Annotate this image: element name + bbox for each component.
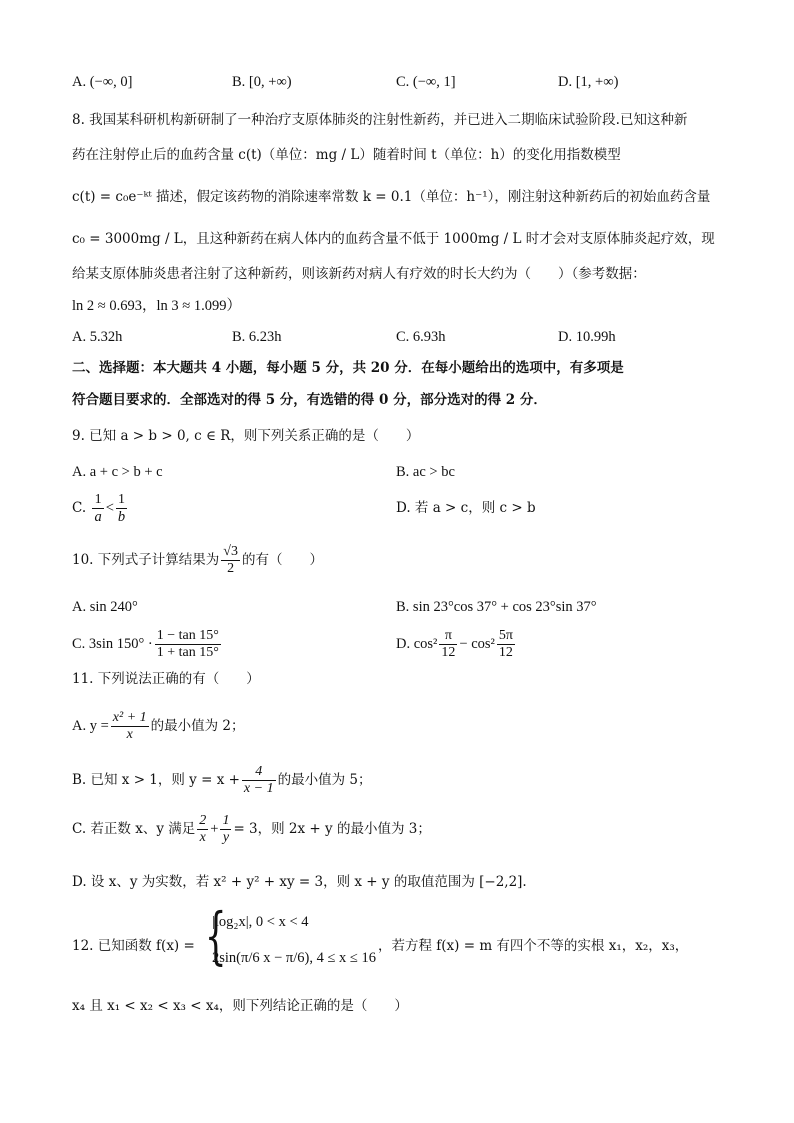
fraction-2-over-x: $\frac{2}{x}$ bbox=[199, 813, 207, 845]
fraction-sqrt3-over-2: $\frac{√3}{2}$ bbox=[223, 544, 238, 576]
q8-option-a: A. 5.32h bbox=[72, 329, 123, 345]
q8-line-1: 8. 我国某科研机构新研制了一种治疗支原体肺炎的注射性新药，并已进入二期临床试验阶段.已知这种新 bbox=[72, 112, 688, 128]
section-2-header-line-1: 二、选择题：本大题共 4 小题，每小题 5 分，共 20 分．在每小题给出的选项中，有多项是 bbox=[72, 360, 624, 376]
q12-case-1: |log₂x|, 0 < x < 4 bbox=[212, 914, 309, 930]
fraction-1-over-a: $\frac{1}{a}$ bbox=[94, 492, 102, 525]
fraction-pi-over-12: $\frac{\pi}{12}$ bbox=[441, 628, 456, 661]
q8-line-6: ln 2 ≈ 0.693，ln 3 ≈ 1.099） bbox=[72, 298, 241, 314]
q8-line-2: 药在注射停止后的血药含量 c(t)（单位：mg / L）随着时间 t（单位：h）的变化用指数模型 bbox=[72, 147, 621, 163]
q10-option-a: A. sin 240° bbox=[72, 599, 138, 615]
fraction-5pi-over-12: $\frac{5\pi}{12}$ bbox=[498, 628, 513, 661]
q8-line-4: c₀ = 3000mg / L，且这种新药在病人体内的血药含量不低于 1000mg / L 时才会对支原体肺炎起疗效，现 bbox=[72, 231, 715, 247]
q7-option-d: D. [1, +∞) bbox=[558, 74, 619, 90]
q12-stem-prefix: 12. 已知函数 f(x) = bbox=[72, 938, 195, 954]
q8-line-5: 给某支原体肺炎患者注射了这种新药，则该新药对病人有疗效的时长大约为（ ）（参考数据： bbox=[72, 266, 646, 282]
q7-option-a: A. (−∞, 0] bbox=[72, 74, 133, 90]
q7-option-c: C. (−∞, 1] bbox=[396, 74, 456, 90]
q9-option-b: B. ac > bc bbox=[396, 464, 455, 480]
q8-line-3: c(t) = c₀e⁻ᵏᵗ 描述，假定该药物的消除速率常数 k = 0.1（单位：h⁻¹），刚注射这种新药后的初始血药含量 bbox=[72, 189, 711, 205]
q11-option-a: A. y = $\frac{\text{x² + 1}}{x}$ 的最小值为 2； bbox=[72, 710, 245, 742]
q11-option-d: D. 设 x、y 为实数，若 x² + y² + xy = 3，则 x + y 的取值范围为 [−2,2]. bbox=[72, 874, 527, 890]
fraction-x2plus1-over-x: $\frac{\text{x² + 1}}{x}$ bbox=[112, 710, 147, 742]
fraction-4-over-x-minus-1: $\frac{4}{x - 1}$ bbox=[243, 764, 274, 796]
q8-option-b: B. 6.23h bbox=[232, 329, 282, 345]
q12-case-2: 2sin(π/6 x − π/6), 4 ≤ x ≤ 16 bbox=[212, 950, 376, 966]
q11-stem: 11. 下列说法正确的有（ ） bbox=[72, 671, 260, 687]
q8-option-d: D. 10.99h bbox=[558, 329, 616, 345]
q9-option-c: C. $\frac{1}{a}$ < $\frac{1}{b}$ bbox=[72, 492, 126, 525]
fraction-tan15: $\frac{1 - \tan 15^\circ}{1 + \tan 15^\circ}$ bbox=[156, 628, 219, 661]
q8-option-c: C. 6.93h bbox=[396, 329, 446, 345]
q10-option-c: C. 3sin 150° · $\frac{1 - \tan 15^\circ}{1 + \tan 15^\circ}$ bbox=[72, 628, 219, 661]
q9-option-d: D. 若 a > c，则 c > b bbox=[396, 500, 536, 516]
q7-option-b: B. [0, +∞) bbox=[232, 74, 292, 90]
q9-stem: 9. 已知 a > b > 0, c ∈ R，则下列关系正确的是（ ） bbox=[72, 428, 420, 444]
q11-option-b: B. 已知 x > 1，则 y = x + $\frac{4}{x - 1}$ 的最小值为 5； bbox=[72, 764, 372, 796]
q11-option-c: C. 若正数 x、y 满足 $\frac{2}{x}$ + $\frac{1}{y}$ = 3，则 2x + y 的最小值为 3； bbox=[72, 813, 431, 845]
q12-stem-suffix: ，若方程 f(x) = m 有四个不等的实根 x₁，x₂，x₃， bbox=[378, 938, 689, 954]
q12-line-2: x₄ 且 x₁ < x₂ < x₃ < x₄，则下列结论正确的是（ ） bbox=[72, 998, 408, 1014]
q10-option-d: D. cos² $\frac{\pi}{12}$ − cos² $\frac{5\pi}{12}$ bbox=[396, 628, 513, 661]
q9-option-a: A. a + c > b + c bbox=[72, 464, 163, 480]
section-2-header-line-2: 符合题目要求的．全部选对的得 5 分，有选错的得 0 分，部分选对的得 2 分． bbox=[72, 392, 547, 408]
fraction-1-over-y: $\frac{1}{y}$ bbox=[222, 813, 230, 845]
piecewise-brace: { bbox=[204, 899, 227, 972]
fraction-1-over-b: $\frac{1}{b}$ bbox=[117, 492, 126, 525]
q9-option-c-label: C. bbox=[72, 500, 87, 516]
q10-option-b: B. sin 23°cos 37° + cos 23°sin 37° bbox=[396, 599, 597, 615]
q10-stem: 10. 下列式子计算结果为 $\frac{√3}{2}$ 的有（ ） bbox=[72, 544, 323, 576]
